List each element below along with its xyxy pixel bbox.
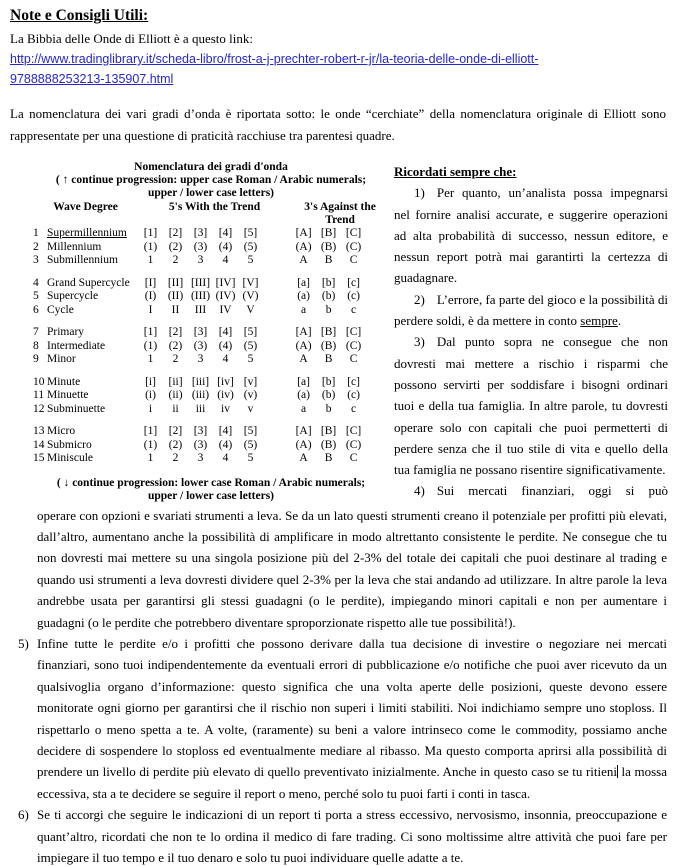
wave-degree-name: Micro: [47, 425, 76, 437]
advice-item-number: 4): [414, 483, 425, 499]
column-spacer: [263, 290, 291, 304]
with-trend-cell: (2): [168, 339, 183, 352]
against-trend-cell: [a]: [297, 375, 310, 388]
against-trend-cell: [A]: [295, 425, 312, 437]
underlined-word: sempre: [580, 313, 618, 329]
advice-item-4: [394, 480, 668, 501]
advice-item-number: 5): [18, 635, 29, 651]
page-title: Note e Consigli Utili:: [10, 7, 149, 24]
against-trend-cell: b: [325, 402, 332, 415]
col-header-with-trend: 5's With the Trend: [168, 201, 261, 213]
two-column-area: [0, 161, 676, 503]
advice-item-text: Infine tutte le perdite e/o i profitti che possono derivare dalla tua decisione di investire o negoziare nei mercati finanziari, sono tuoi indipendentemente da eventuali errori di pubblicazione e/o notifiche che puoi aver ricevuto da un qualsivoglia organo d’informazione: questo significa che una volta aperte delle posizioni, queste devono essere monitorate ogni giorno per garantirsi che il rischio non superi i limiti stabiliti. Noi indichiamo sempre uno stoploss. Il rispettarlo o meno spetta a te. A volte, (raramente) su beni a valore intrinseco come le commodity, possiamo anche decidere di sospendere lo stoploss ed eventualmente mediare al ribasso. Ma questo comporta aprirsi alla possibilità di prendere un livello di perdite più elevato di quello preventivato inizialmente. Anche in questo caso se tu ritieni: [37, 635, 667, 780]
with-trend-cell: [3]: [193, 326, 208, 338]
table-footer-line1: ( ↓ continue progression: lower case Roman / Arabic numerals;: [56, 476, 366, 489]
with-trend-cell: 1: [147, 353, 154, 365]
advice-heading: Ricordati sempre che:: [394, 164, 517, 179]
with-trend-cell: [III]: [190, 276, 211, 289]
wave-row-number: 15: [33, 452, 45, 464]
with-trend-cell: V: [246, 303, 255, 316]
advice-item-text: Se ti accorgi che seguire le indicazioni di un report ti porta a stress eccessivo, nervosismo, insonnia, preoccupazione e quant’altro, ricordati che non te lo ordina il medico di fare trading. Ci sono moltissime altre attività che puoi fare per impiegare il tuo tempo e il tuo denaro e solo tu puoi individuare quelle adatte a te.: [37, 807, 667, 865]
advice-item-1: [394, 182, 668, 288]
wave-row-number: 2: [33, 240, 39, 253]
advice-item-5: [0, 633, 667, 804]
against-trend-cell: (b): [321, 290, 336, 302]
column-spacer: [366, 317, 389, 340]
against-trend-cell: C: [349, 254, 358, 266]
with-trend-cell: 4: [222, 353, 229, 365]
wave-degree-name: Intermediate: [47, 339, 106, 352]
wave-table-row: [33, 416, 389, 439]
with-trend-cell: [5]: [243, 425, 258, 437]
against-trend-cell: (A): [295, 438, 312, 451]
with-trend-cell: [2]: [168, 326, 183, 338]
with-trend-cell: (5): [243, 339, 258, 352]
against-trend-cell: A: [299, 452, 308, 464]
wave-degree-name: Minuette: [47, 389, 89, 401]
col-header-against-trend: 3's Against the Trend: [304, 201, 376, 226]
col-header-wave-degree: Wave Degree: [53, 201, 118, 213]
wave-table-row: [33, 452, 389, 466]
wave-row-number: 3: [33, 254, 39, 266]
with-trend-cell: (1): [143, 438, 158, 451]
wave-degree-name: Minor: [47, 353, 76, 365]
with-trend-cell: [ii]: [168, 375, 183, 388]
wave-table-row: [33, 268, 389, 291]
advice-item-text-after-cursor: la mossa eccessiva, sta a te decidere se seguire il report o meno, perché solo tu puoi farti i conti in tasca.: [37, 764, 668, 801]
against-trend-cell: [B]: [320, 425, 337, 437]
wave-degree-name: Submicro: [47, 438, 92, 451]
advice-item-number: 3): [414, 334, 425, 350]
column-spacer: [263, 389, 291, 403]
column-spacer: [366, 268, 389, 291]
against-trend-cell: (B): [320, 438, 337, 451]
against-trend-cell: (C): [345, 339, 362, 352]
against-trend-cell: [C]: [345, 227, 362, 239]
against-trend-cell: (c): [347, 290, 360, 302]
with-trend-cell: (III): [190, 290, 211, 302]
advice-item-4-continuation: operare con opzioni e svariati strumenti a leva. Se da un lato questi strumenti creano il potenziale per profitti più elevati, dall’altro, aumentano anche la possibilità di amplificare in modo altrettanto consistente le perdite. Ne consegue che tu non dovresti mai mettere su una singola posizione più del 2-3% del totale dei capitali che puoi destinare al trading e quando usi strumenti a leva dovresti dividere quel 2-3% per la leva che stai andando ad utilizzare. In altre parole la leva andrebbe usata per garantirsi gli stessi guadagni (o le perdite), impiegando minori capitali e non per aumentare i guadagni (o le perdite che potrebbero diventare sproporzionate rispetto alle tue possibilità!).: [37, 507, 667, 630]
advice-item-text: L’errore, fa parte del gioco e la possibilità di perdere soldi, è da mettere in conto: [394, 291, 668, 329]
column-spacer: [263, 268, 291, 291]
wave-table-row: [33, 304, 389, 318]
wave-table-row: [33, 290, 389, 304]
advice-item-number: 1): [414, 185, 425, 201]
against-trend-cell: a: [301, 303, 307, 316]
table-header-row: [33, 201, 389, 227]
with-trend-cell: [iv]: [217, 375, 234, 388]
with-trend-cell: (V): [242, 290, 259, 302]
against-trend-cell: [b]: [321, 276, 336, 289]
column-spacer: [366, 403, 389, 417]
against-trend-cell: [b]: [321, 375, 336, 388]
against-trend-cell: (C): [345, 438, 362, 451]
bottom-section: [0, 505, 676, 866]
column-spacer: [263, 241, 291, 255]
wave-degree-name: Supercycle: [47, 290, 99, 302]
against-trend-cell: [C]: [345, 326, 362, 338]
column-spacer: [263, 439, 291, 453]
with-trend-cell: [3]: [193, 227, 208, 239]
with-trend-cell: [3]: [193, 425, 208, 437]
wave-table-row: [33, 439, 389, 453]
with-trend-cell: iv: [221, 402, 230, 415]
advice-item-text: Sui mercati finanziari, oggi si può: [436, 483, 668, 499]
advice-item-text: Per quanto, un’analista possa impegnarsi nel fornire analisi accurate, e suggerire operazioni ad alta probabilità di successo, nessun editore, e nessun report potrà mai garantirti la certezza di guadagnare.: [394, 185, 668, 286]
advice-item-6: [0, 804, 667, 866]
against-trend-cell: (B): [320, 339, 337, 352]
column-spacer: [263, 317, 291, 340]
against-trend-cell: c: [351, 402, 357, 415]
with-trend-cell: I: [148, 303, 153, 316]
table-title: Nomenclatura dei gradi d'onda: [134, 161, 288, 173]
with-trend-cell: [2]: [168, 227, 183, 239]
column-spacer: [366, 340, 389, 354]
with-trend-cell: 2: [172, 254, 179, 266]
wave-row-number: 4: [33, 276, 39, 289]
column-spacer: [263, 403, 291, 417]
column-spacer: [263, 340, 291, 354]
with-trend-cell: [iii]: [191, 375, 210, 388]
wave-row-number: 10: [33, 375, 45, 388]
against-trend-cell: (A): [295, 240, 312, 253]
wave-degree-name: Grand Supercycle: [47, 276, 130, 289]
with-trend-cell: ii: [172, 402, 179, 415]
with-trend-cell: (4): [218, 339, 233, 352]
wave-table-row: [33, 227, 389, 241]
column-spacer: [366, 353, 389, 367]
with-trend-cell: [5]: [243, 326, 258, 338]
with-trend-cell: [4]: [218, 326, 233, 338]
against-trend-cell: B: [324, 452, 333, 464]
against-trend-cell: (C): [345, 240, 362, 253]
against-trend-cell: [a]: [297, 276, 310, 289]
against-trend-cell: B: [324, 254, 333, 266]
column-spacer: [263, 254, 291, 268]
against-trend-cell: C: [349, 353, 358, 365]
wave-row-number: 7: [33, 326, 39, 338]
with-trend-cell: (ii): [168, 389, 183, 401]
advice-item-number: 6): [18, 807, 29, 823]
with-trend-cell: (I): [144, 290, 157, 302]
against-trend-cell: b: [325, 303, 332, 316]
table-footer-line2: upper / lower case letters): [147, 489, 275, 502]
with-trend-cell: [1]: [143, 326, 158, 338]
with-trend-cell: iii: [195, 402, 206, 415]
against-trend-cell: [c]: [347, 375, 360, 388]
with-trend-cell: 4: [222, 254, 229, 266]
with-trend-cell: [i]: [145, 375, 156, 388]
with-trend-cell: v: [247, 402, 254, 415]
table-subtitle-line2: upper / lower case letters): [147, 187, 275, 199]
column-spacer: [366, 304, 389, 318]
top-section: [0, 0, 676, 146]
with-trend-cell: i: [148, 402, 153, 415]
with-trend-cell: II: [171, 303, 180, 316]
with-trend-cell: [V]: [242, 276, 259, 289]
column-spacer: [366, 241, 389, 255]
with-trend-cell: [I]: [144, 276, 157, 289]
wave-table-row: [33, 254, 389, 268]
with-trend-cell: III: [194, 303, 207, 316]
with-trend-cell: (5): [243, 438, 258, 451]
against-trend-cell: A: [299, 353, 308, 365]
column-spacer: [366, 290, 389, 304]
column-spacer: [263, 304, 291, 318]
with-trend-cell: (II): [167, 290, 184, 302]
with-trend-cell: (3): [193, 240, 208, 253]
with-trend-cell: 2: [172, 452, 179, 464]
against-trend-cell: (B): [320, 240, 337, 253]
wave-degree-name: Submillennium: [47, 254, 118, 266]
with-trend-cell: (1): [143, 240, 158, 253]
with-trend-cell: [1]: [143, 227, 158, 239]
book-link-line1[interactable]: http://www.tradinglibrary.it/scheda-libro/frost-a-j-prechter-robert-r-jr/la-teoria-delle-onde-di-elliott-: [10, 52, 539, 66]
wave-degree-name: Subminuette: [47, 402, 106, 415]
advice-item-suffix: .: [617, 313, 622, 329]
book-link[interactable]: [10, 49, 666, 89]
against-trend-cell: (b): [321, 389, 336, 401]
advice-column: [394, 161, 668, 502]
with-trend-cell: (iv): [217, 389, 234, 401]
against-trend-cell: B: [324, 353, 333, 365]
against-trend-cell: [c]: [347, 276, 360, 289]
column-spacer: [366, 254, 389, 268]
with-trend-cell: (3): [193, 339, 208, 352]
table-footer: [33, 477, 389, 503]
intro-line: La Bibbia delle Onde di Elliott è a questo link:: [10, 31, 253, 46]
table-subtitle-line1: ( ↑ continue progression: upper case Roman / Arabic numerals;: [55, 174, 367, 186]
with-trend-cell: (4): [218, 438, 233, 451]
column-spacer: [366, 452, 389, 466]
with-trend-cell: [5]: [243, 227, 258, 239]
wave-table-row: [33, 403, 389, 417]
column-spacer: [263, 353, 291, 367]
against-trend-cell: a: [301, 402, 307, 415]
column-spacer: [263, 227, 291, 241]
with-trend-cell: (5): [243, 240, 258, 253]
wave-degree-name: Millennium: [47, 240, 102, 253]
column-spacer: [366, 439, 389, 453]
wave-table-column: [0, 161, 390, 503]
wave-degree-name: Supermillennium: [47, 227, 127, 239]
wave-degree-name: Miniscule: [47, 452, 93, 464]
with-trend-cell: 3: [197, 254, 204, 266]
with-trend-cell: 5: [247, 254, 254, 266]
with-trend-cell: [v]: [243, 375, 258, 388]
with-trend-cell: 5: [247, 353, 254, 365]
with-trend-cell: 1: [147, 254, 154, 266]
against-trend-cell: [B]: [320, 227, 337, 239]
with-trend-cell: (3): [193, 438, 208, 451]
wave-row-number: 8: [33, 339, 39, 352]
column-spacer: [366, 367, 389, 390]
column-spacer: [366, 389, 389, 403]
with-trend-cell: (2): [168, 240, 183, 253]
table-subtitle: [33, 174, 389, 200]
against-trend-cell: [A]: [295, 227, 312, 239]
column-spacer: [263, 452, 291, 466]
against-trend-cell: (a): [297, 290, 310, 302]
against-trend-cell: (c): [347, 389, 360, 401]
with-trend-cell: IV: [219, 303, 232, 316]
with-trend-cell: 3: [197, 452, 204, 464]
against-trend-cell: [B]: [320, 326, 337, 338]
wave-row-number: 1: [33, 227, 39, 239]
with-trend-cell: [2]: [168, 425, 183, 437]
with-trend-cell: [4]: [218, 425, 233, 437]
wave-degree-table: [33, 201, 389, 466]
advice-item-number: 2): [414, 291, 425, 307]
nomenclature-paragraph: La nomenclatura dei vari gradi d’onda è riportata sotto: le onde “cerchiate” della nomenclatura originale di Elliott sono rappresentate per una questione di praticità racchiuse tra parentesi quadre.: [10, 106, 666, 143]
with-trend-cell: (4): [218, 240, 233, 253]
against-trend-cell: (a): [297, 389, 310, 401]
against-trend-cell: A: [299, 254, 308, 266]
wave-row-number: 11: [33, 389, 45, 401]
with-trend-cell: [IV]: [215, 276, 236, 289]
wave-degree-name: Minute: [47, 375, 81, 388]
advice-item-2: [394, 289, 668, 332]
wave-table-row: [33, 353, 389, 367]
wave-row-number: 12: [33, 402, 45, 415]
with-trend-cell: (2): [168, 438, 183, 451]
with-trend-cell: 2: [172, 353, 179, 365]
with-trend-cell: (i): [145, 389, 156, 401]
wave-table-row: [33, 367, 389, 390]
wave-row-number: 13: [33, 425, 45, 437]
with-trend-cell: [4]: [218, 227, 233, 239]
wave-table-row: [33, 317, 389, 340]
against-trend-cell: [A]: [295, 326, 312, 338]
book-link-line2[interactable]: 9788888253213-135907.html: [10, 72, 174, 86]
with-trend-cell: (1): [143, 339, 158, 352]
with-trend-cell: (iii): [191, 389, 210, 401]
wave-row-number: 14: [33, 438, 45, 451]
wave-row-number: 5: [33, 290, 39, 302]
with-trend-cell: (v): [243, 389, 258, 401]
against-trend-cell: (A): [295, 339, 312, 352]
wave-table-row: [33, 241, 389, 255]
wave-table-row: [33, 340, 389, 354]
advice-item-text: Dal punto sopra ne consegue che non dovresti mai mettere a rischio i risparmi che possono servirti per soddisfare i bisogni ordinari tuoi e della tua famiglia. In altre parole, tu dovresti operare solo con capitali che puoi permetterti di perdere senza che il tuo stile di vita e quello della tua famiglia ne possano risentire significativamente.: [394, 334, 668, 478]
with-trend-cell: 5: [247, 452, 254, 464]
wave-row-number: 9: [33, 353, 39, 365]
wave-table-row: [33, 389, 389, 403]
with-trend-cell: [1]: [143, 425, 158, 437]
column-spacer: [366, 227, 389, 241]
wave-degree-name: Cycle: [47, 303, 74, 316]
with-trend-cell: 4: [222, 452, 229, 464]
with-trend-cell: 3: [197, 353, 204, 365]
with-trend-cell: (IV): [215, 290, 236, 302]
column-spacer: [263, 367, 291, 390]
wave-row-number: 6: [33, 303, 39, 316]
column-spacer: [263, 416, 291, 439]
against-trend-cell: C: [349, 452, 358, 464]
column-spacer: [366, 416, 389, 439]
advice-item-3: [394, 331, 668, 480]
with-trend-cell: 1: [147, 452, 154, 464]
against-trend-cell: [C]: [345, 425, 362, 437]
with-trend-cell: [II]: [167, 276, 184, 289]
wave-degree-name: Primary: [47, 326, 85, 338]
against-trend-cell: c: [351, 303, 357, 316]
